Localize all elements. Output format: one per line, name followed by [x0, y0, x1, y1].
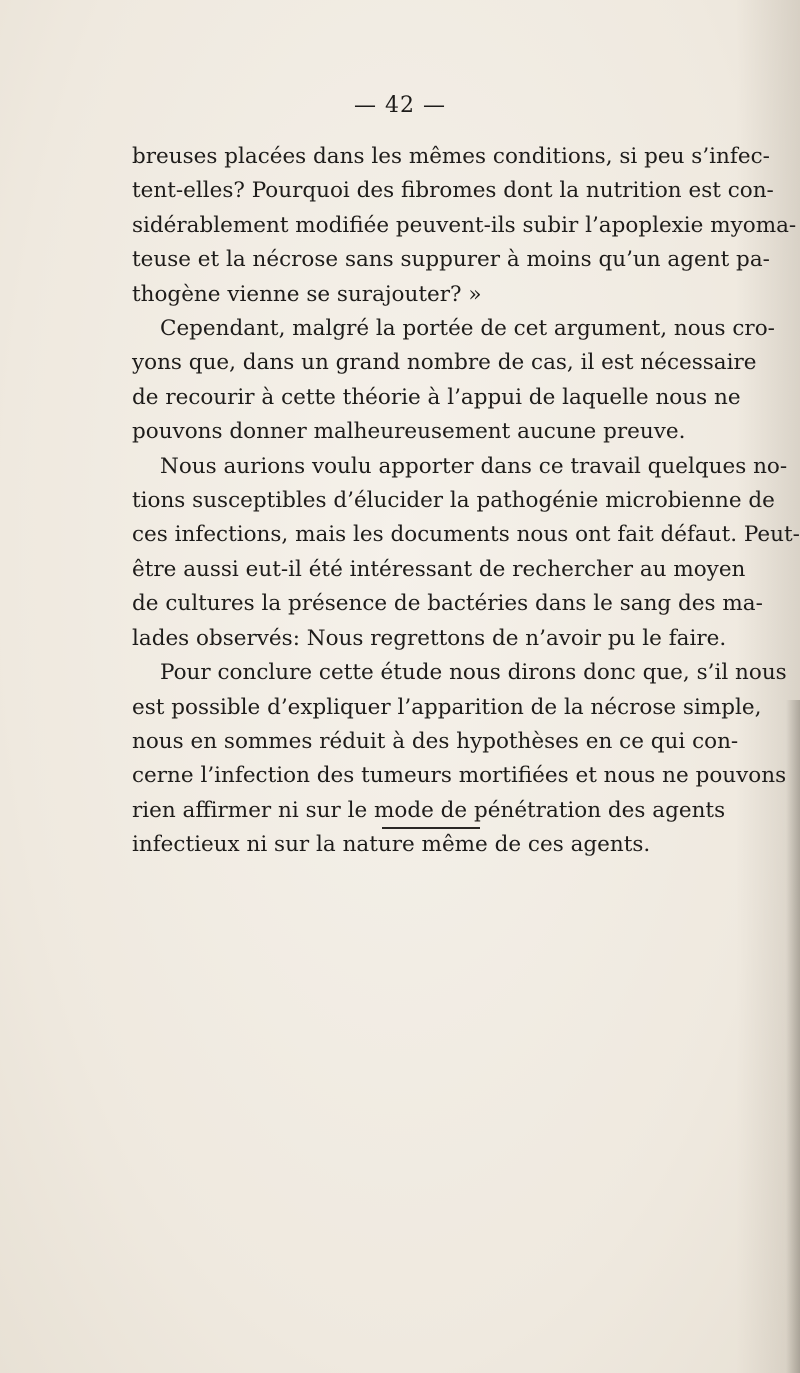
text-line: thogène vienne se surajouter? »: [132, 281, 482, 307]
text-line: nous en sommes réduit à des hypothèses en ce qui con-: [132, 728, 739, 754]
text-line: cerne l’infection des tumeurs mortifiées et nous ne pouvons: [132, 763, 787, 789]
text-line: breuses placées dans les mêmes conditions, si peu s’infec-: [132, 144, 770, 169]
text-line: sidérablement modifiée peuvent-ils subir l’apoplexie myoma-: [132, 212, 797, 238]
text-line: Pour conclure cette étude nous dirons donc que, s’il nous: [160, 660, 787, 686]
text-line: Nous aurions voulu apporter dans ce travail quelques no-: [160, 453, 788, 479]
page-number: — 42 —: [354, 93, 446, 118]
page-edge-shadow: [786, 700, 800, 1373]
text-line: de recourir à cette théorie à l’appui de laquelle nous ne: [132, 384, 741, 410]
text-line: rien affirmer ni sur le mode de pénétration des agents: [132, 797, 726, 823]
end-rule: [382, 827, 480, 829]
text-line: est possible d’expliquer l’apparition de la nécrose simple,: [132, 694, 762, 720]
text-line: teuse et la nécrose sans suppurer à moins qu’un agent pa-: [132, 247, 770, 273]
text-line: tions susceptibles d’élucider la pathogénie microbienne de: [132, 488, 775, 514]
text-line: lades observés: Nous regrettons de n’avoir pu le faire.: [132, 625, 727, 651]
text-line: pouvons donner malheureusement aucune preuve.: [132, 419, 686, 445]
text-line: infectieux ni sur la nature même de ces agents.: [132, 832, 651, 858]
body-text: [132, 140, 800, 863]
text-line: tent-elles? Pourquoi des fibromes dont la nutrition est con-: [132, 178, 774, 204]
text-line: ces infections, mais les documents nous ont fait défaut. Peut-: [132, 522, 800, 548]
text-line: de cultures la présence de bactéries dans le sang des ma-: [132, 591, 763, 617]
text-line: yons que, dans un grand nombre de cas, il est nécessaire: [132, 350, 757, 376]
text-line: Cependant, malgré la portée de cet argument, nous cro-: [160, 316, 775, 342]
text-line: être aussi eut-il été intéressant de rechercher au moyen: [132, 556, 746, 582]
